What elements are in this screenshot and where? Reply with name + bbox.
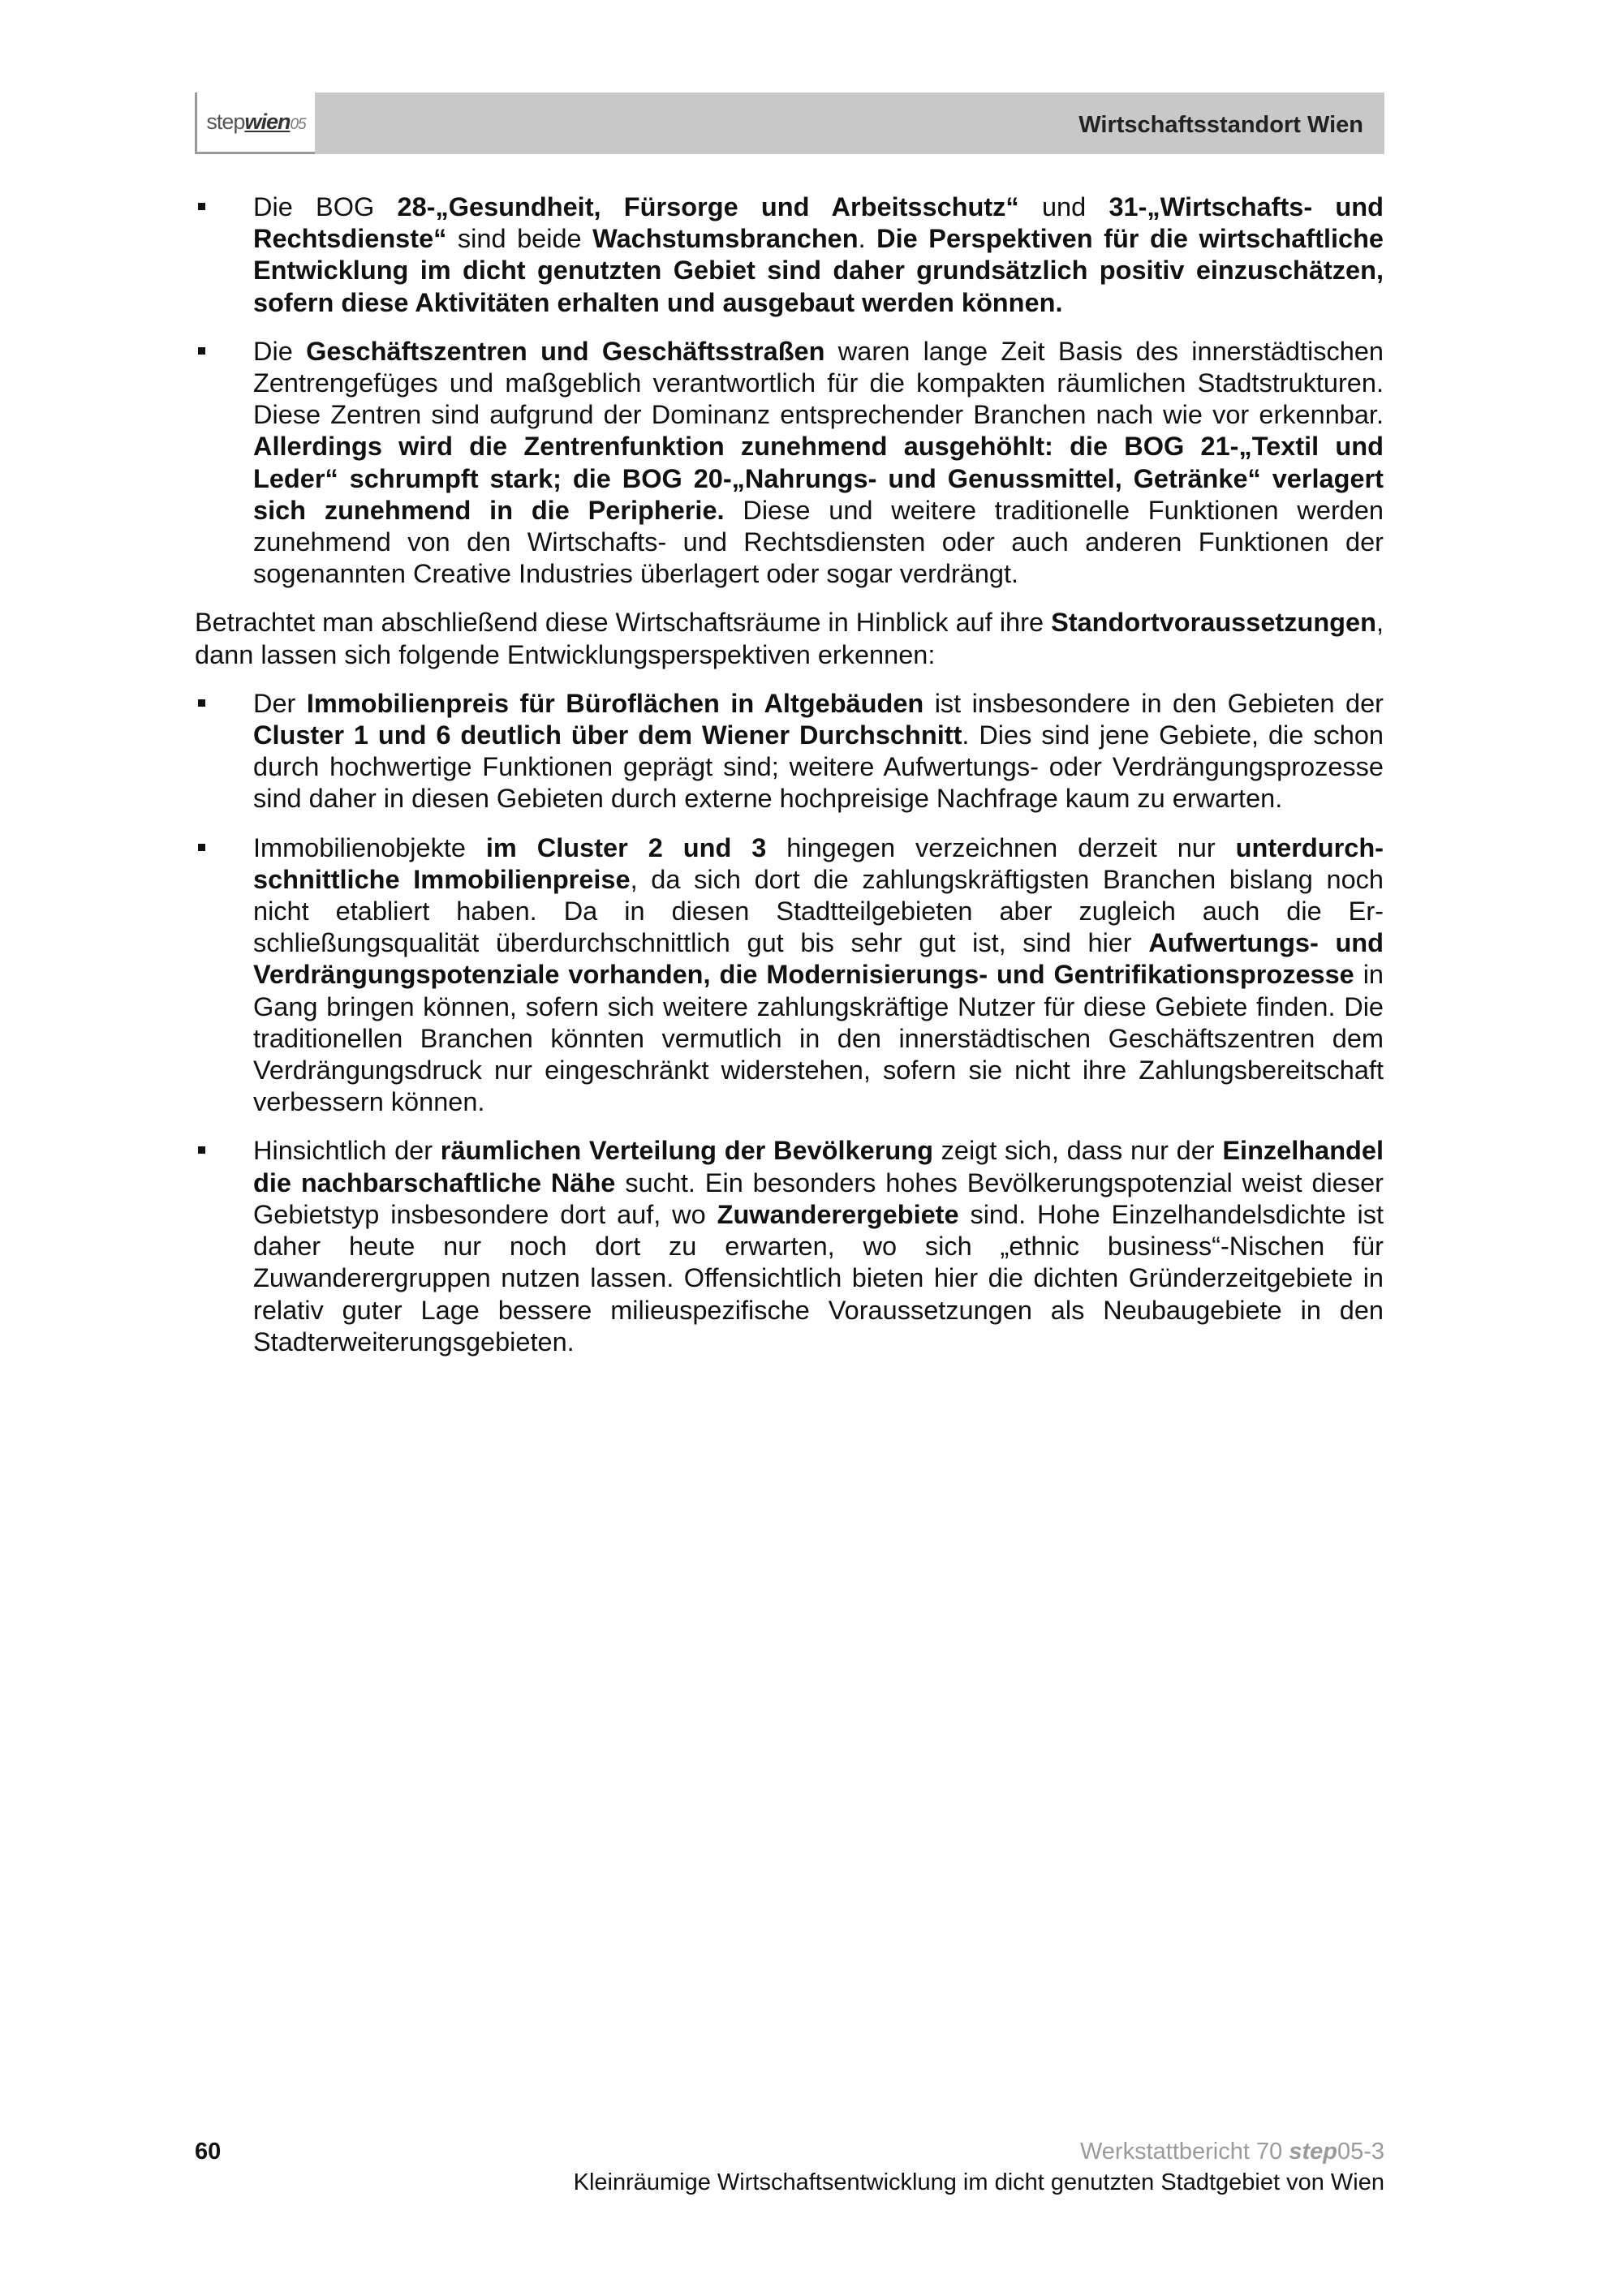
bold-text: Geschäftszentren und Geschäftsstraßen [306, 336, 825, 366]
text-run: und [1018, 192, 1109, 221]
bold-text: Standortvoraussetzungen [1051, 608, 1376, 638]
footer-subtitle: Kleinräumige Wirtschaftsentwicklung im dicht genutzten Stadtgebiet von Wien [573, 2169, 1384, 2195]
block-text [253, 336, 1384, 591]
block-text [253, 191, 1384, 319]
text-run: Hinsichtlich der [253, 1136, 441, 1166]
page-header [195, 92, 1384, 154]
text-run: Die BOG [253, 192, 398, 221]
text-run: Diese und weitere traditionelle Funktionen werden zunehmend von den Wirtschafts- und Rechtsdiensten oder auch anderen Funktionen der sogenannten Creative Industries überlagert oder sogar verdrängt. [253, 495, 1384, 589]
text-run: . [858, 224, 877, 254]
bold-text: im Cluster 2 und 3 [485, 832, 767, 862]
bold-text: Immobilienpreis für Büroflächen in Altgebäuden [306, 688, 924, 718]
text-run: Der [253, 688, 307, 718]
logo-text: stepwien05 [206, 110, 306, 134]
bullet-square-icon [198, 699, 205, 707]
bold-text: räumlichen Verteilung der Bevölkerung [440, 1136, 933, 1166]
text-run: Die [253, 336, 307, 366]
bullet-item [195, 1135, 1384, 1357]
text-run: , dann lassen sich folgende Entwicklungsperspektiven erkennen: [195, 608, 1384, 669]
block-text [253, 832, 1384, 1119]
text-run: sind beide [446, 224, 593, 254]
bullet-square-icon [198, 347, 205, 355]
page-number: 60 [195, 2139, 222, 2165]
text-run: , da sich dort die zahlungskräftigsten Branchen bislang noch nicht etabliert haben. Da in diesen Stadtteilgebieten aber zugleich auch die Erschließungsqualität überdurchschnittlich gut bis sehr gut ist, sind hier [253, 864, 1384, 958]
block-text [253, 1135, 1384, 1357]
text-run: zeigt sich, dass nur der [932, 1136, 1223, 1166]
bold-text: 28-„Gesundheit, Fürsorge und Arbeitsschutz“ [397, 192, 1019, 221]
text-run: in Gang bringen können, sofern sich weitere zahlungskräftige Nutzer für diese Gebiete finden. Die traditionellen Branchen könnten vermutlich in den innerstädtischen Geschäftszentren dem Verdrängungsdruck nur eingeschränkt widerstehen, sofern sie nicht ihre Zahlungsbereitschaft verbessern können. [253, 960, 1384, 1117]
bold-text: Einzelhandel die nachbarschaftliche Nähe [253, 1136, 1384, 1197]
bold-text: Allerdings wird die Zentrenfunktion zunehmend ausgehöhlt: die BOG 21-„Textil und Leder“ schrumpft stark; die BOG 20-„Nahrungs- und Genussmittel, Getränke“ verlagert sich zunehmend in die Peripherie. [253, 432, 1384, 525]
paragraph [195, 607, 1384, 670]
text-run: sucht. Ein besonders hohes Bevölkerungspotenzial weist dieser Gebietstyp insbesondere dort auf, wo [253, 1167, 1384, 1229]
bullet-square-icon [198, 844, 205, 851]
footer-series: Werkstattbericht 70 step05-3 [1079, 2139, 1384, 2165]
bold-text: Wachstumsbranchen [592, 224, 859, 254]
text-run: ist insbesondere in den Gebieten der [923, 688, 1384, 718]
bullet-item [195, 688, 1384, 815]
bold-text: 31-„Wirtschafts- und Rechtsdienste“ [253, 192, 1384, 254]
text-run: waren lange Zeit Basis des innerstädtischen Zentrengefüges und maßgeblich verantwortlich für die kompakten räumlichen Stadtstrukturen. Diese Zentren sind aufgrund der Dominanz entsprechender Branchen nach wie vor erkennbar. [253, 336, 1384, 430]
block-text [253, 688, 1384, 815]
text-run: hingegen verzeichnen derzeit nur [766, 832, 1236, 862]
bold-text: Cluster 1 und 6 deutlich über dem Wiener Durchschnitt [253, 720, 962, 750]
text-run: Immobilienobjekte [253, 832, 486, 862]
bullet-item [195, 832, 1384, 1119]
bold-text: Aufwertungs- und Verdrängungspotenziale vorhanden, die Modernisierungs- und Gentrifikationsprozesse [253, 928, 1384, 990]
bold-text: Zuwanderergebiete [717, 1199, 959, 1229]
step-wien-logo [195, 92, 315, 154]
block-text [195, 607, 1384, 670]
text-run: . Dies sind jene Gebiete, die schon durch hochwertige Funktionen geprägt sind; weitere Aufwertungs- oder Verdrängungsprozesse sind daher in diesen Gebieten durch externe hochpreisige Nachfrage kaum zu erwarten. [253, 720, 1384, 814]
header-title: Wirtschaftsstandort Wien [1078, 112, 1363, 138]
bullet-square-icon [198, 203, 205, 210]
document-body [195, 191, 1384, 1375]
bullet-square-icon [198, 1146, 205, 1154]
bullet-item [195, 191, 1384, 319]
text-run: Betrachtet man abschließend diese Wirtschaftsräume in Hinblick auf ihre [195, 608, 1052, 638]
bold-text: unterdurchschnittliche Immobilienpreise [253, 832, 1384, 894]
bullet-item [195, 336, 1384, 591]
bold-text: Die Perspektiven für die wirtschaftliche Entwicklung im dicht genutzten Gebiet sind daher grundsätzlich positiv einzuschätzen, sofern diese Aktivitäten erhalten und ausgebaut werden können. [253, 224, 1384, 317]
text-run: sind. Hohe Einzelhandelsdichte ist daher heute nur noch dort zu erwarten, wo sich „ethnic business“-Nischen für Zuwanderergruppen nutzen lassen. Offensichtlich bieten hier die dichten Gründerzeitgebiete in relativ guter Lage bessere milieuspezifische Voraussetzungen als Neubaugebiete in den Stadterweiterungsgebieten. [253, 1199, 1384, 1357]
